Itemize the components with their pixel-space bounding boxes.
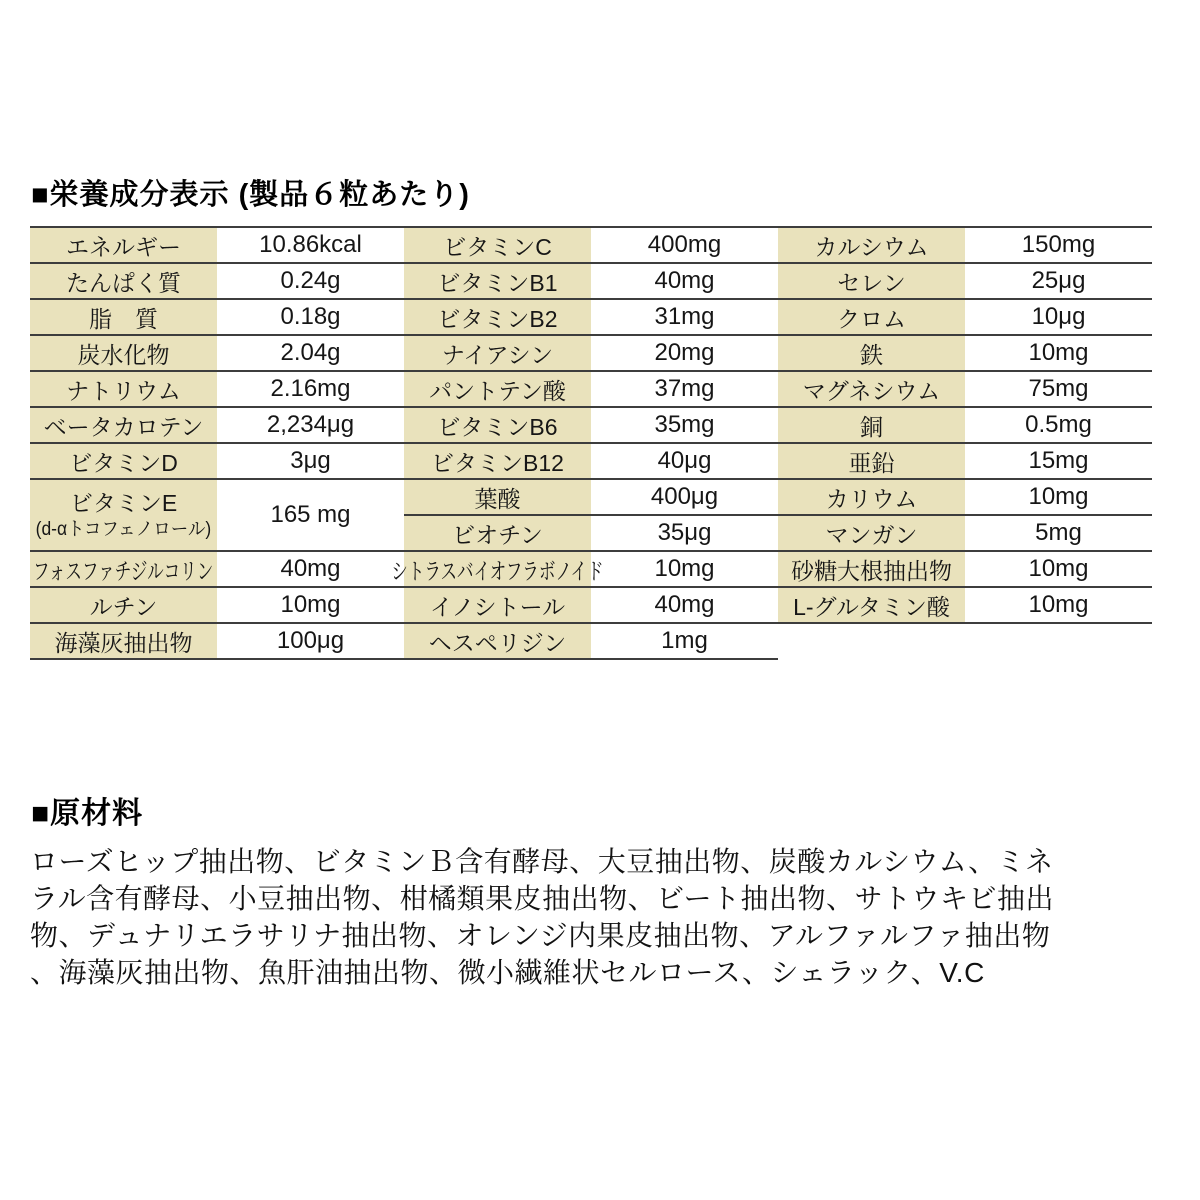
nutrient-label: 海藻灰抽出物 (30, 624, 217, 660)
nutrient-label: 銅 (778, 408, 965, 444)
nutrient-label: フォスファチジルコリン (30, 552, 217, 588)
nutrient-label: マグネシウム (778, 372, 965, 408)
nutrient-label: ベータカロテン (30, 408, 217, 444)
nutrient-label: カルシウム (778, 228, 965, 264)
nutrient-value: 0.18g (217, 300, 404, 336)
nutrient-label-vitamin-e (30, 480, 217, 552)
nutrient-label: 炭水化物 (30, 336, 217, 372)
nutrient-value: 400μg (591, 480, 778, 516)
vitamin-e-subname: (d-αトコフェノロール) (35, 518, 212, 540)
nutrient-label: イノシトール (404, 588, 591, 624)
ingredients-line: ローズヒップ抽出物、ビタミンＢ含有酵母、大豆抽出物、炭酸カルシウム、ミネ (30, 846, 1054, 877)
nutrient-value: 2,234μg (217, 408, 404, 444)
nutrient-value: 100μg (217, 624, 404, 660)
nutrient-value: 40mg (217, 552, 404, 588)
nutrient-value: 40mg (591, 264, 778, 300)
nutrient-value: 10μg (965, 300, 1152, 336)
nutrient-value: 5mg (965, 516, 1152, 552)
nutrient-label: ビタミンB12 (404, 444, 591, 480)
ingredients-text (30, 843, 1180, 991)
nutrient-label: パントテン酸 (404, 372, 591, 408)
nutrient-label: ナイアシン (404, 336, 591, 372)
nutrient-label: ビタミンB1 (404, 264, 591, 300)
nutrient-value: 40μg (591, 444, 778, 480)
nutrient-value: 1mg (591, 624, 778, 660)
nutrient-value: 0.5mg (965, 408, 1152, 444)
nutrition-heading: ■栄養成分表示 (製品６粒あたり) (31, 179, 470, 211)
nutrient-value: 2.16mg (217, 372, 404, 408)
ingredients-line: 、海藻灰抽出物、魚肝油抽出物、微小繊維状セルロース、シェラック、V.C (30, 957, 985, 988)
nutrient-label: ビタミンC (404, 228, 591, 264)
nutrient-value: 35μg (591, 516, 778, 552)
nutrient-label: カリウム (778, 480, 965, 516)
nutrient-value: 37mg (591, 372, 778, 408)
nutrient-label: 砂糖大根抽出物 (778, 552, 965, 588)
nutrient-value: 10mg (965, 336, 1152, 372)
nutrient-label: シトラスバイオフラボノイド (404, 552, 591, 588)
nutrient-label: たんぱく質 (30, 264, 217, 300)
nutrient-value: 25μg (965, 264, 1152, 300)
nutrient-value: 150mg (965, 228, 1152, 264)
nutrient-value: 10mg (965, 552, 1152, 588)
nutrient-label: ルチン (30, 588, 217, 624)
nutrient-label: 脂 質 (30, 300, 217, 336)
nutrition-table (30, 226, 1152, 660)
nutrient-value: 10mg (591, 552, 778, 588)
nutrient-value: 400mg (591, 228, 778, 264)
ingredients-line: ラル含有酵母、小豆抽出物、柑橘類果皮抽出物、ビート抽出物、サトウキビ抽出 (30, 883, 1055, 914)
nutrient-label: 亜鉛 (778, 444, 965, 480)
nutrient-value: 20mg (591, 336, 778, 372)
nutrient-label: 葉酸 (404, 480, 591, 516)
nutrient-value: 3μg (217, 444, 404, 480)
nutrient-label: ビタミンB2 (404, 300, 591, 336)
nutrient-label: エネルギー (30, 228, 217, 264)
nutrient-value: 10mg (965, 588, 1152, 624)
nutrient-value: 10.86kcal (217, 228, 404, 264)
nutrient-value: 0.24g (217, 264, 404, 300)
nutrient-value: 10mg (217, 588, 404, 624)
nutrient-label: L-グルタミン酸 (778, 588, 965, 624)
nutrient-label: ナトリウム (30, 372, 217, 408)
ingredients-heading: ■原材料 (31, 797, 144, 830)
empty-cell (965, 624, 1152, 660)
nutrient-label: 鉄 (778, 336, 965, 372)
ingredients-line: 物、デュナリエラサリナ抽出物、オレンジ内果皮抽出物、アルファルファ抽出物 (30, 920, 1051, 951)
nutrient-label: ビタミンB6 (404, 408, 591, 444)
vitamin-e-name: ビタミンE (69, 489, 178, 516)
nutrient-value: 10mg (965, 480, 1152, 516)
nutrient-value: 40mg (591, 588, 778, 624)
nutrient-label: ビオチン (404, 516, 591, 552)
nutrient-value: 35mg (591, 408, 778, 444)
empty-cell (778, 624, 965, 660)
nutrient-label: クロム (778, 300, 965, 336)
nutrient-label: セレン (778, 264, 965, 300)
nutrient-label: ヘスペリジン (404, 624, 591, 660)
nutrient-value: 2.04g (217, 336, 404, 372)
nutrient-value: 31mg (591, 300, 778, 336)
nutrient-label: ビタミンD (30, 444, 217, 480)
nutrient-value: 15mg (965, 444, 1152, 480)
nutrient-label: マンガン (778, 516, 965, 552)
nutrient-value-vitamin-e: 165 mg (217, 480, 404, 552)
nutrient-value: 75mg (965, 372, 1152, 408)
